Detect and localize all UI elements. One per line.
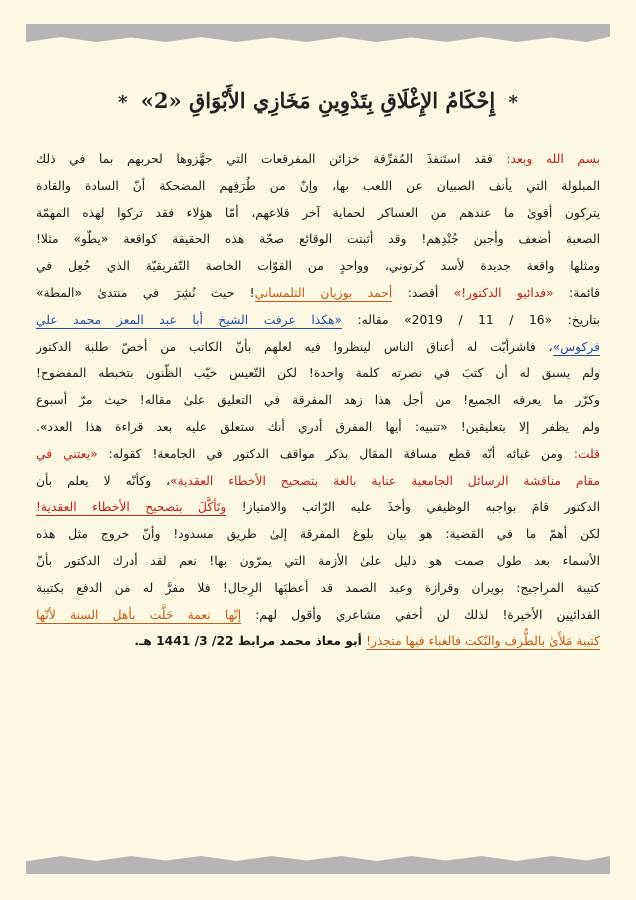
body-line-9: ولم يسبق له أن كتبَ في نصرته كلمة واحدة! لكن التّعيس خيّب الظّنون بتخبطه المفضوح! — [36, 366, 600, 381]
line-14-a: الدكتور قامَ بواجبه الوظيفي وأخذَ عليه الرّاتب والامتياز! — [226, 500, 600, 515]
body-line-17: كتيبة المراجيج: بويران وقرازة وعبد الصمد قد أعطبَها الرِجال! فلا مفرَّ له من الدفع بكتيبة — [36, 580, 600, 595]
line-8-b: ، فاشرأبّت له أعناق الناس لينظروا فيه لعلهم بأنّ الكاتب من أخصّ طلبة الدكتور — [36, 339, 553, 354]
fidaiyu-list-name: «فدائيو الدكتور!» — [453, 285, 554, 300]
article-title-link-end[interactable]: فركوس» — [552, 339, 600, 354]
bottom-torn-border — [26, 856, 610, 874]
closing-phrase-start: إنّها نعمة حَلَّت بأهل السنة لأنّها — [36, 607, 242, 622]
signature: أبو معاذ محمد مرابط 22/ 3/ 1441 هـ. — [134, 634, 367, 649]
body-line-15: لكن أهمّ ما في القضية: هو بيان بلوغ المفرقة إلىٰ طريق مسدود! وأنّ خروج مثل هذه — [36, 527, 600, 542]
underlined-phrase: وتَأكَّلَ بتصحيح الأخطاء العقدية! — [36, 500, 227, 515]
body-line-6 — [36, 280, 600, 307]
body-line-1 — [36, 146, 600, 173]
line-13-b: ، وكأنّه لا يعلم بأن — [36, 473, 171, 488]
article-body — [36, 146, 600, 655]
body-line-19 — [36, 628, 600, 655]
body-line-18 — [36, 602, 600, 629]
body-line-8 — [36, 334, 600, 361]
body-line-3: يتركون أقوىٰ ما عندهم من العساكر لحماية آخر قلاعهم، أمّا هؤلاء فقد تركوا لهذه المهمّة — [36, 205, 600, 220]
top-torn-border — [26, 24, 610, 42]
opening-phrase: بسم الله وبعد: — [506, 152, 600, 166]
body-line-10: وكرّر ما يعرفه الجميع! من أجل هذا زهد المفرقة في التعليق علىٰ مقاله! حيث مرّ أسبوع — [36, 393, 600, 408]
line-18-a: الفدائيين الأخيرة! لذلك لن أخفي مشاعري وأقول لهم: — [241, 607, 600, 622]
body-line-5: ومثلها واقعة جديدة لأسد كرتوني، وواحدٍ من القوّات الخاصة التّفريقيّة الذي جُعِل في — [36, 259, 600, 274]
body-line-7 — [36, 307, 600, 334]
body-line-11: ولم يظفر إلا بتعليقين! «تنبيه: أيها المفرق أدري أنك ستعلق عليه بعد قراءة هذا العدد». — [36, 419, 600, 434]
line-6-a: قائمة: — [553, 285, 600, 300]
body-line-14 — [36, 494, 600, 521]
article-title-link[interactable]: «هكذا عرفت الشيخ أبا عبد المعز محمد علي — [36, 312, 343, 327]
quote-start: «يعتني في — [36, 446, 98, 461]
quote-end: مقام مناقشة الرسائل الجامعية عناية بالغة بتصحيح الأخطاء العقدية» — [170, 473, 600, 488]
article-title — [40, 88, 596, 113]
line-6-c: أقصد: — [392, 285, 454, 300]
title-star-left: * — [118, 92, 128, 113]
body-line-13 — [36, 468, 600, 495]
body-line-2: المبلولة التي يأنف الصبيان عن اللعب بها، وإنّ من طُرَفِهم المضحكة أنّ السادة والقادة — [36, 178, 600, 193]
author-name-link[interactable]: أحمد بوزيان التلمساني — [254, 285, 393, 300]
title-star-right: * — [508, 92, 518, 113]
line-1-text: فقد استَنفذَ المُفرِّقة خزائن المفرقعات التي جهَّزوها لحربهم بما في ذلك — [36, 152, 507, 166]
line-12-a: ومن غبائه أنّه قطع مسافة المقال بذكر مواقف الدكتور في الجامعة! كقوله: — [97, 446, 574, 461]
line-7-a: بتاريخ: «16 / 11 / 2019» مقاله: — [342, 312, 600, 327]
body-line-4: الصعبة أضعف وأجبن جُنْدِهم! وقد أثبتت الوقائع صحّة هذه الحقيقة كواقعة «يطّو» مثلا! — [36, 232, 600, 247]
closing-phrase-end: كتيبة مَلأَىٰ بالطُّرف والنّكت فالغباء فيها متجذر! — [366, 634, 600, 649]
title-text: إِحْكَامُ الإِغْلَاقِ بِتَدْوِينِ مَخَازِي الأَبْوَاقِ «2» — [140, 88, 496, 113]
body-line-12 — [36, 441, 600, 468]
line-6-e: ! حيث نُشِرَ في منتدىٰ «المطة» — [36, 285, 255, 300]
body-line-16: الأسماء بعد طول صمت هو دليل علىٰ الأزمة التي يمرّون بها! نعم لقد أدرك الدكتور بأنّ — [36, 553, 600, 568]
qultu-label: قلت: — [573, 446, 600, 461]
